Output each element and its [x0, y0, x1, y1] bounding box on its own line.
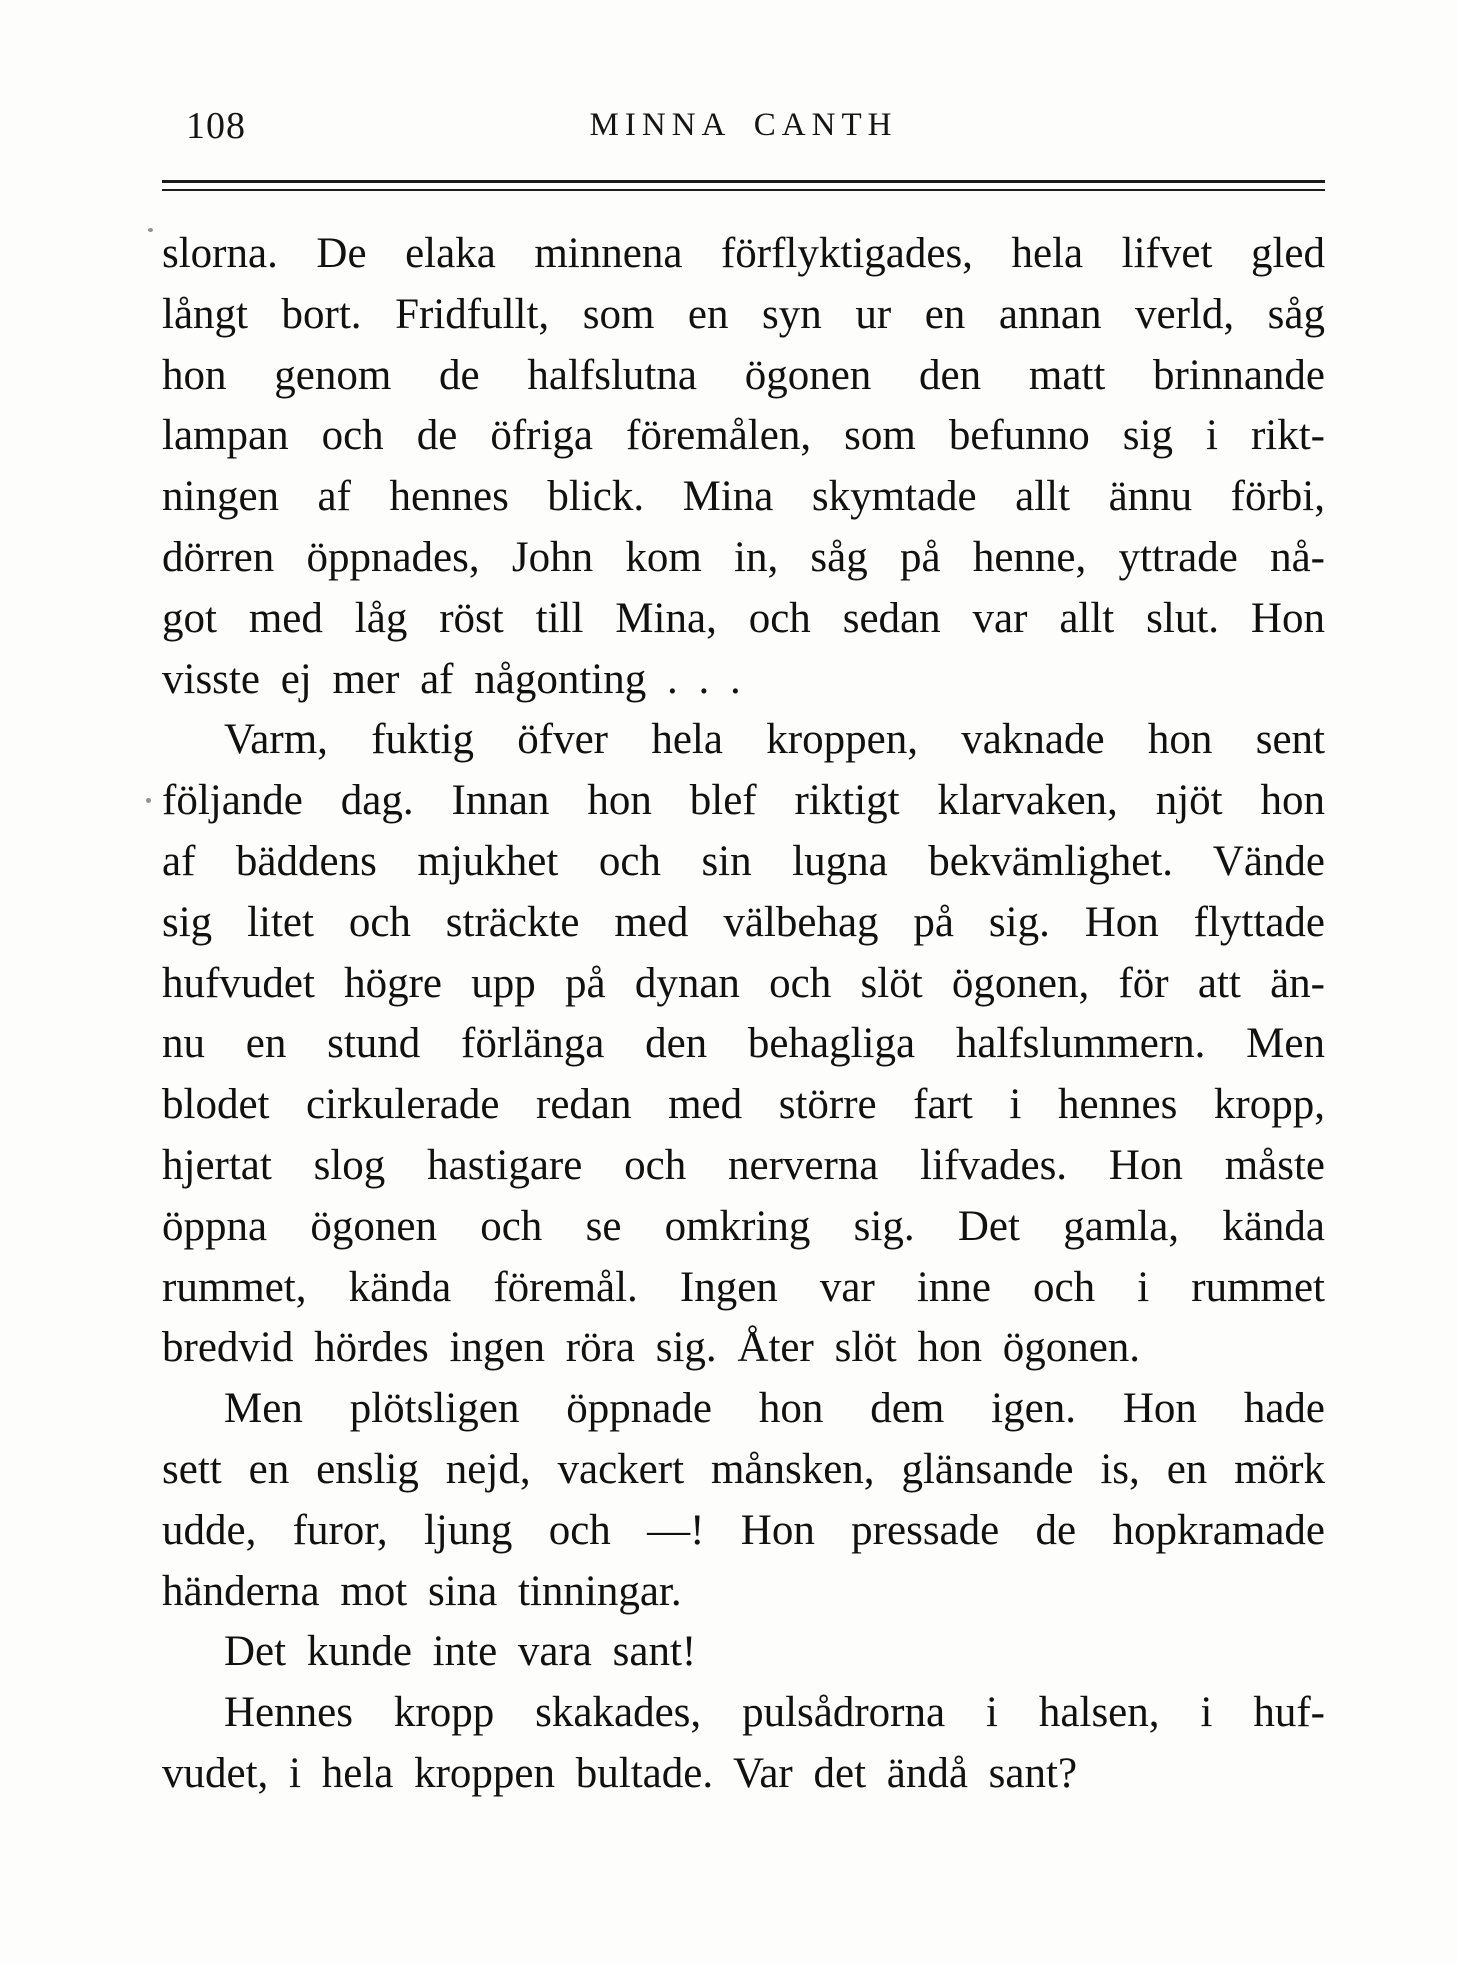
- page-number: 108: [186, 105, 246, 147]
- text-line: vudet, i hela kroppen bultade. Var det ändå sant?: [162, 1749, 1078, 1797]
- text-line: lampan och de öfriga föremålen, som befunno sig i rikt-: [162, 412, 1325, 460]
- text-line: Hennes kropp skakades, pulsådrorna i halsen, i huf-: [224, 1689, 1325, 1737]
- header-rule: [162, 180, 1325, 191]
- text-line: Men plötsligen öppnade hon dem igen. Hon hade: [224, 1385, 1325, 1433]
- text-line: följande dag. Innan hon blef riktigt klarvaken, njöt hon: [162, 777, 1325, 825]
- text-line: nu en stund förlänga den behagliga halfslummern. Men: [162, 1020, 1325, 1068]
- text-line: Varm, fuktig öfver hela kroppen, vaknade hon sent: [224, 716, 1325, 764]
- body-text: [162, 224, 1325, 1805]
- text-line: got med låg röst till Mina, och sedan var allt slut. Hon: [162, 594, 1325, 642]
- text-line: hjertat slog hastigare och nerverna lifvades. Hon måste: [162, 1141, 1325, 1189]
- text-line: dörren öppnades, John kom in, såg på henne, yttrade nå-: [162, 533, 1325, 581]
- scan-speck: [146, 798, 151, 803]
- page-header: [162, 104, 1325, 148]
- text-line: Det kunde inte vara sant!: [224, 1628, 697, 1676]
- text-line: hon genom de halfslutna ögonen den matt brinnande: [162, 351, 1325, 399]
- text-line: bredvid hördes ingen röra sig. Åter slöt hon ögonen.: [162, 1324, 1141, 1372]
- text-line: hufvudet högre upp på dynan och slöt ögonen, för att än-: [162, 959, 1325, 1007]
- text-line: rummet, kända föremål. Ingen var inne och i rummet: [162, 1263, 1325, 1311]
- scan-speck: [148, 228, 153, 232]
- text-line: långt bort. Fridfullt, som en syn ur en annan verld, såg: [162, 290, 1325, 338]
- text-line: blodet cirkulerade redan med större fart i hennes kropp,: [162, 1081, 1325, 1129]
- text-line: sett en enslig nejd, vackert månsken, glänsande is, en mörk: [162, 1445, 1325, 1493]
- text-line: udde, furor, ljung och —! Hon pressade de hopkramade: [162, 1506, 1325, 1554]
- text-line: öppna ögonen och se omkring sig. Det gamla, kända: [162, 1202, 1325, 1250]
- text-line: händerna mot sina tinningar.: [162, 1567, 682, 1615]
- text-line: af bäddens mjukhet och sin lugna bekvämlighet. Vände: [162, 837, 1325, 885]
- text-line: sig litet och sträckte med välbehag på sig. Hon flyttade: [162, 898, 1325, 946]
- text-line: ningen af hennes blick. Mina skymtade allt ännu förbi,: [162, 473, 1325, 521]
- text-line: slorna. De elaka minnena förflyktigades, hela lifvet gled: [162, 230, 1325, 277]
- running-header: MINNA CANTH: [589, 107, 898, 143]
- text-line: visste ej mer af någonting . . .: [162, 655, 741, 703]
